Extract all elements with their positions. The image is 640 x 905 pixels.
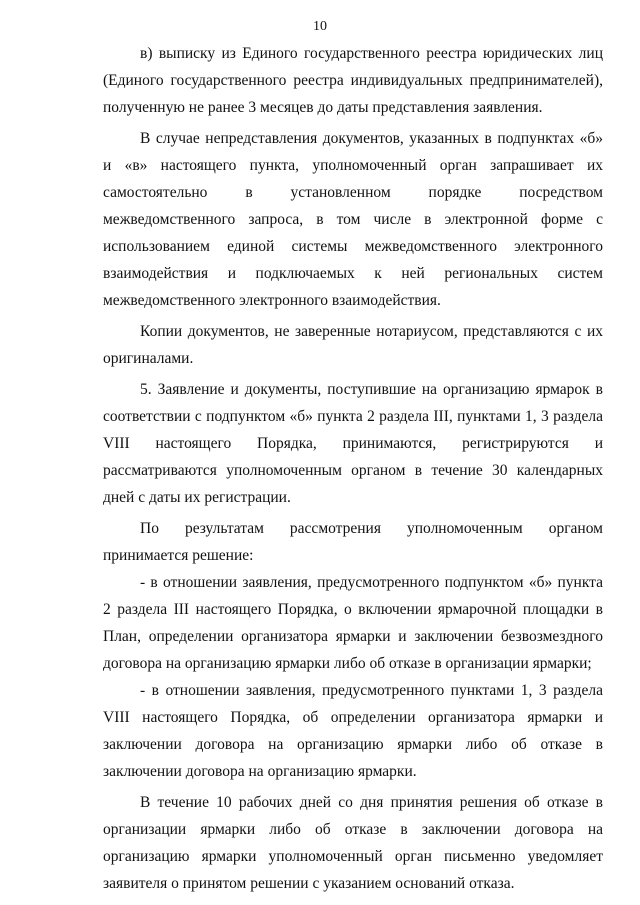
- paragraph-item-5: 5. Заявление и документы, поступившие на организацию ярмарок в соответствии с подпунктом «б» пункта 2 раздела III, пунктами 1, 3 раздела VIII настоящего Порядка, принимаются, регистрируются и рассматриваются уполномоченным органом в течение 30 календарных дней с даты их регистрации.: [103, 381, 603, 506]
- document-body: [103, 40, 603, 897]
- paragraph-decision-intro: По результатам рассмотрения уполномоченным органом принимается решение:: [103, 520, 603, 564]
- page-number: 10: [313, 19, 327, 34]
- paragraph-decision-option-1: - в отношении заявления, предусмотренного подпунктом «б» пункта 2 раздела III настоящего Порядка, о включении ярмарочной площадки в План, определении организатора ярмарки и заключении безвозмездного договора на организацию ярмарки либо об отказе в организации ярмарки;: [103, 574, 603, 672]
- paragraph-copies: Копии документов, не заверенные нотариусом, представляются с их оригиналами.: [103, 323, 603, 367]
- paragraph-refusal-notice: В течение 10 рабочих дней со дня принятия решения об отказе в организации ярмарки либо об отказе в заключении договора на организацию ярмарки уполномоченный орган письменно уведомляет заявителя о принятом решении с указанием оснований отказа.: [103, 794, 603, 892]
- paragraph-extract-requirement: в) выписку из Единого государственного реестра юридических лиц (Единого государственного реестра индивидуальных предпринимателей), полученную не ранее 3 месяцев до даты представления заявления.: [103, 45, 603, 116]
- paragraph-decision-option-2: - в отношении заявления, предусмотренного пунктами 1, 3 раздела VIII настоящего Порядка, об определении организатора ярмарки и заключении договора на организацию ярмарки либо об отказе в заключении договора на организацию ярмарки.: [103, 682, 603, 780]
- paragraph-missing-documents: В случае непредставления документов, указанных в подпунктах «б» и «в» настоящего пункта, уполномоченный орган запрашивает их самостоятельно в установленном порядке посредством межведомственного запроса, в том числе в электронной форме с использованием единой системы межведомственного электронного взаимодействия и подключаемых к ней региональных систем межведомственного электронного взаимодействия.: [103, 130, 603, 309]
